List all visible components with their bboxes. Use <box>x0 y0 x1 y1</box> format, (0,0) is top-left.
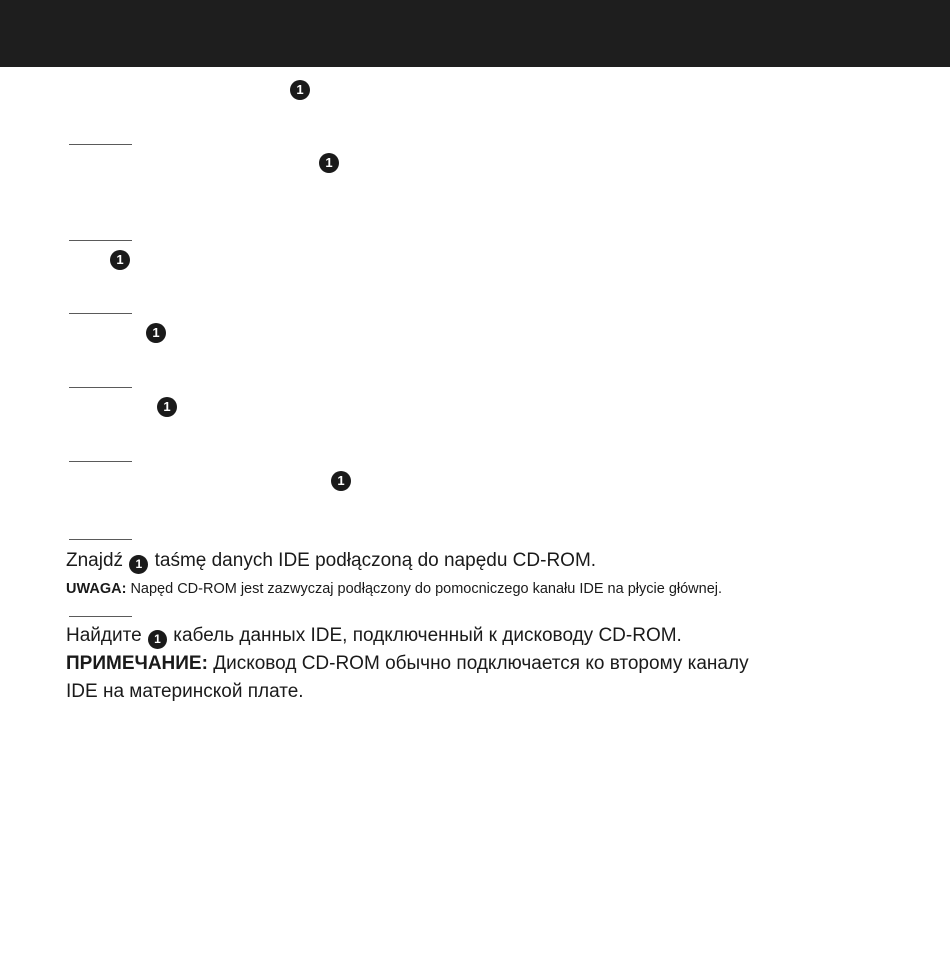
step-marker-icon: 1 <box>319 153 339 173</box>
polish-step-before: Znajdź <box>66 550 124 571</box>
step-marker-icon: 1 <box>148 630 167 649</box>
step-marker-icon: 1 <box>331 471 351 491</box>
section-rule <box>69 387 132 388</box>
step-marker-icon: 1 <box>157 397 177 417</box>
russian-note-text: Дисковод CD-ROM обычно подключается ко второму каналу <box>213 653 749 674</box>
russian-step-after: кабель данных IDE, подключенный к дисководу CD-ROM. <box>173 625 682 646</box>
section-rule <box>69 539 132 540</box>
section-rule <box>69 461 132 462</box>
russian-note-label: ПРИМЕЧАНИЕ: <box>66 653 208 674</box>
header-bar <box>0 0 950 67</box>
polish-note-label: UWAGA: <box>66 581 127 597</box>
polish-step-after: taśmę danych IDE podłączoną do napędu CD-ROM. <box>154 550 597 571</box>
step-marker-icon: 1 <box>110 250 130 270</box>
russian-note-continuation: IDE на материнской плате. <box>66 681 304 702</box>
section-rule <box>69 240 132 241</box>
section-rule <box>69 616 132 617</box>
step-marker-icon: 1 <box>129 555 148 574</box>
russian-step-before: Найдите <box>66 625 142 646</box>
step-marker-icon: 1 <box>290 80 310 100</box>
polish-step-text <box>66 550 596 574</box>
polish-note <box>66 581 722 597</box>
polish-note-text: Napęd CD-ROM jest zazwyczaj podłączony do pomocniczego kanału IDE na płycie głównej. <box>130 581 723 597</box>
russian-step-text <box>66 625 682 649</box>
section-rule <box>69 144 132 145</box>
russian-note <box>66 653 749 675</box>
step-marker-icon: 1 <box>146 323 166 343</box>
section-rule <box>69 313 132 314</box>
